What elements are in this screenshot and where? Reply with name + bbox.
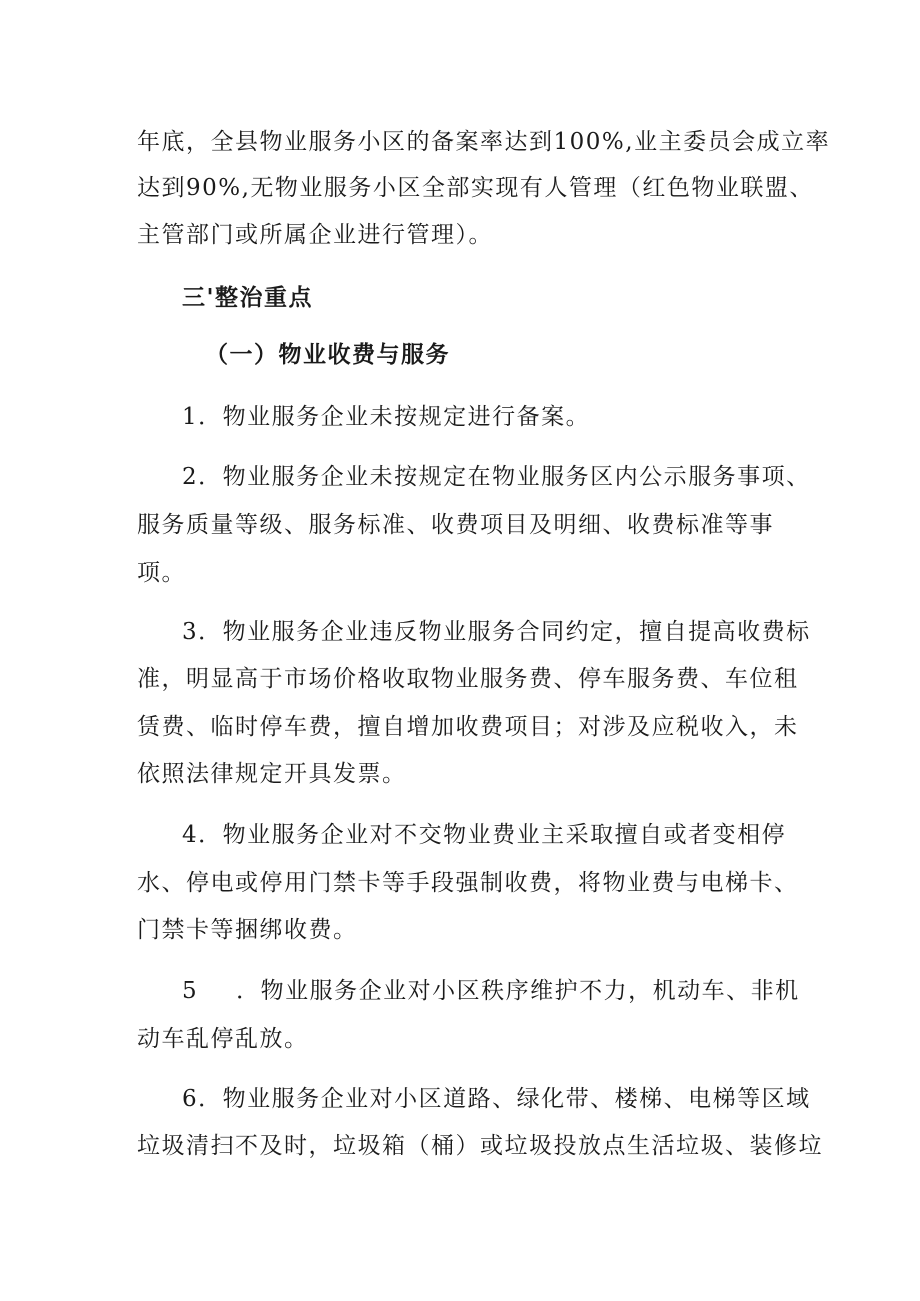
item-6-line-2: 垃圾清扫不及时，垃圾箱（桶）或垃圾投放点生活垃圾、装修垃 — [137, 1133, 823, 1159]
item-2-line-1: 2．物业服务企业未按规定在物业服务区内公示服务事项、 — [182, 464, 811, 490]
section-title: 三'整治重点 — [182, 285, 314, 311]
item-2-line-3: 项。 — [137, 560, 186, 586]
intro-line-1: 年底，全县物业服务小区的备案率达到100%,业主委员会成立率 — [137, 129, 831, 155]
subsection-title: （一）物业收费与服务 — [205, 342, 450, 368]
intro-line-2: 达到90%,无物业服务小区全部实现有人管理（红色物业联盟、 — [137, 175, 814, 201]
item-4-line-1: 4．物业服务企业对不交物业费业主采取擅自或者变相停 — [182, 822, 787, 848]
item-3-line-3: 赁费、临时停车费，擅自增加收费项目；对涉及应税收入，未 — [137, 714, 799, 740]
item-5-number: 5 — [182, 978, 199, 1004]
item-4-line-3: 门禁卡等捆绑收费。 — [137, 917, 358, 943]
item-2-line-2: 服务质量等级、服务标准、收费项目及明细、收费标准等事 — [137, 512, 774, 538]
item-1-line-1: 1．物业服务企业未按规定进行备案。 — [182, 404, 591, 430]
item-3-line-4: 依照法律规定开具发票。 — [137, 761, 407, 787]
item-4-line-2: 水、停电或停用门禁卡等手段强制收费，将物业费与电梯卡、 — [137, 870, 799, 896]
item-5-line-2: 动车乱停乱放。 — [137, 1026, 309, 1052]
item-5-text: ．物业服务企业对小区秩序维护不力，机动车、非机 — [236, 978, 800, 1004]
item-5-line-1 — [182, 976, 842, 1006]
intro-line-3: 主管部门或所属企业进行管理）。 — [137, 222, 493, 248]
item-3-line-2: 准，明显高于市场价格收取物业服务费、停车服务费、车位租 — [137, 666, 799, 692]
item-3-line-1: 3．物业服务企业违反物业服务合同约定，擅自提高收费标 — [182, 619, 811, 645]
item-6-line-1: 6．物业服务企业对小区道路、绿化带、楼梯、电梯等区域 — [182, 1086, 811, 1112]
